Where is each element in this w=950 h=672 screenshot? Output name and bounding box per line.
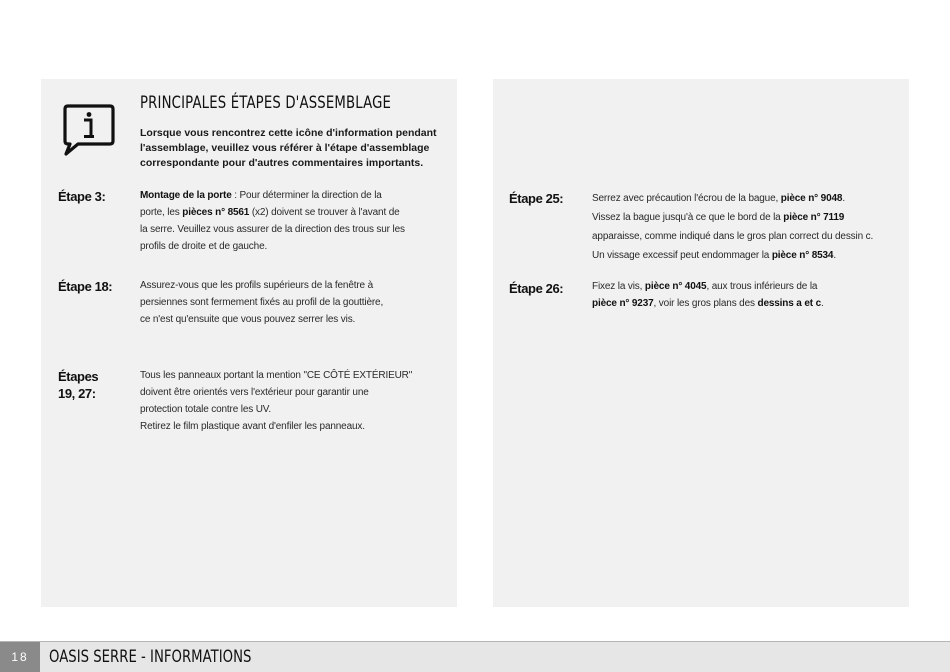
step-19-27-text: Tous les panneaux portant la mention "CE CÔTÉ EXTÉRIEUR" doivent être orientés vers l'extérieur pour garantir une protection totale contre les UV. Retirez le film plastique avant d'enfiler les panneaux. bbox=[140, 370, 413, 432]
page-number: 18 bbox=[0, 642, 40, 672]
step-label: Étapes 19, 27: bbox=[58, 369, 99, 401]
right-panel bbox=[493, 79, 909, 607]
step-label: Étape 3: bbox=[58, 189, 106, 204]
step-label: Étape 25: bbox=[509, 191, 564, 206]
step-26-text: Fixez la vis, pièce n° 4045, aux trous inférieurs de la pièce n° 9237, voir les gros plans des dessins a et c. bbox=[592, 281, 824, 309]
step-label: Étape 18: bbox=[58, 279, 113, 294]
step-3-text: Montage de la porte : Pour déterminer la direction de la porte, les pièces n° 8561 (x2) doivent se trouver à l'avant de la serre. Veuillez vous assurer de la direction des trous sur les profils de droite et de gauche. bbox=[140, 190, 405, 252]
step-18-text: Assurez-vous que les profils supérieurs de la fenêtre à persiennes sont fermement fixés au profil de la gouttière, ce n'est qu'ensuite que vous pouvez serrer les vis. bbox=[140, 280, 384, 325]
footer-title: OASIS SERRE - INFORMATIONS bbox=[49, 647, 252, 667]
info-intro-text: Lorsque vous rencontrez cette icône d'information pendant l'assemblage, veuillez vous référer à l'étape d'assemblage correspondante pour d'autres commentaires importants. bbox=[140, 127, 437, 169]
footer-divider bbox=[0, 641, 950, 642]
step-25-text: Serrez avec précaution l'écrou de la bague, pièce n° 9048. Vissez la bague jusqu'à ce que le bord de la pièce n° 7119 apparaisse, comme indiqué dans le gros plan correct du dessin c. Un vissage excessif peut endommager la pièce n° 8534. bbox=[592, 193, 874, 261]
info-speech-bubble-icon bbox=[62, 103, 116, 157]
step-label: Étape 26: bbox=[509, 281, 564, 296]
section-title: PRINCIPALES ÉTAPES D'ASSEMBLAGE bbox=[140, 93, 392, 113]
left-panel bbox=[41, 79, 457, 607]
